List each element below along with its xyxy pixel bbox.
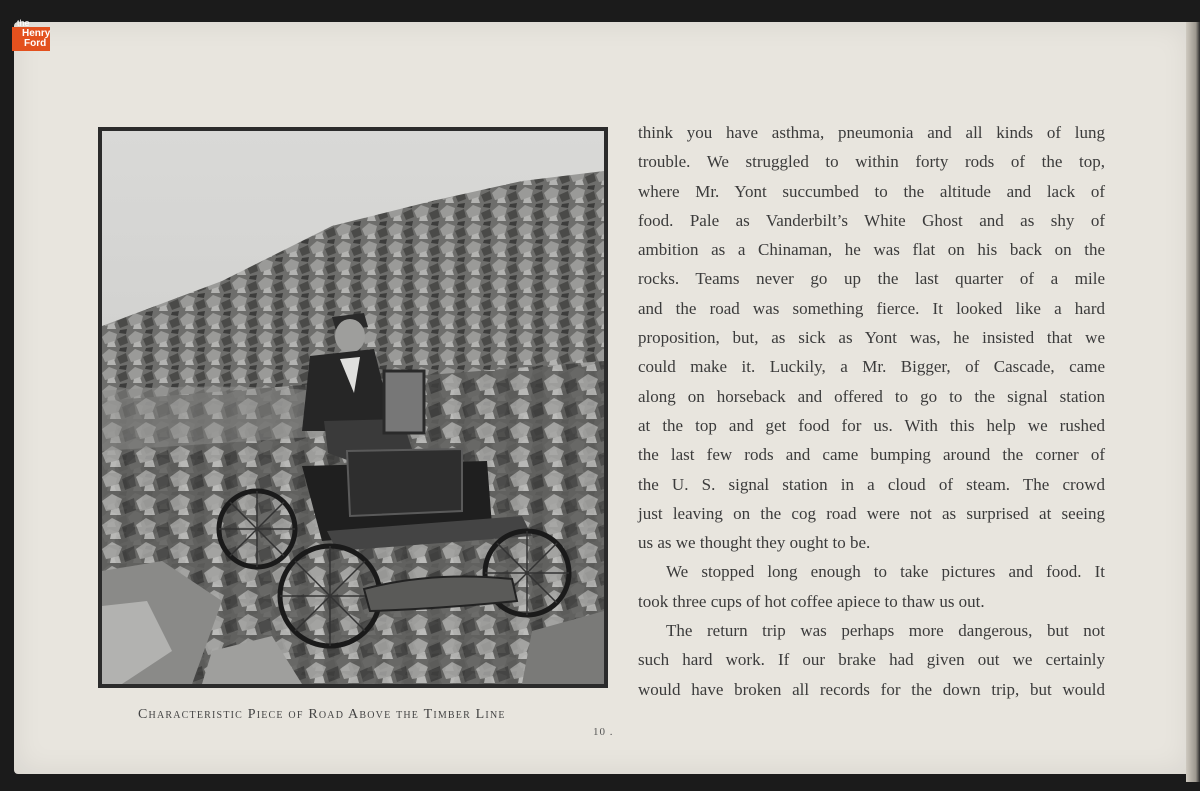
text-line: trouble. We struggled to within forty rods of the top, bbox=[638, 152, 1105, 172]
page-number: 10 . bbox=[593, 726, 614, 738]
text-line: could make it. Luckily, a Mr. Bigger, of Cascade, came bbox=[638, 357, 1105, 377]
text-line: at the top and get food for us. With this help we rushed bbox=[638, 415, 1105, 435]
text-line: took three cups of hot coffee apiece to thaw us out. bbox=[638, 591, 985, 611]
text-line: ambition as a Chinaman, he was flat on his back on the bbox=[638, 240, 1105, 260]
book-page-edge bbox=[1186, 22, 1200, 782]
text-line: where Mr. Yont succumbed to the altitude and lack of bbox=[638, 181, 1105, 201]
body-text-column bbox=[638, 118, 1105, 704]
text-line: think you have asthma, pneumonia and all kinds of lung bbox=[638, 123, 1105, 142]
text-line: such hard work. If our brake had given out we certainly bbox=[638, 650, 1105, 670]
henry-ford-logo bbox=[12, 18, 51, 51]
text-line: rocks. Teams never go up the last quarter of a mile bbox=[638, 269, 1105, 289]
figure-photograph bbox=[98, 127, 608, 688]
logo-prefix: the bbox=[17, 18, 30, 28]
text-line: and the road was something fierce. It looked like a hard bbox=[638, 298, 1105, 318]
text-line: would have broken all records for the down trip, but would bbox=[638, 679, 1105, 699]
photo-motorcar-on-rocky-road-icon bbox=[102, 131, 604, 684]
text-line: the last few rods and came bumping around the corner of bbox=[638, 445, 1105, 465]
text-line: food. Pale as Vanderbilt’s White Ghost and as shy of bbox=[638, 210, 1105, 230]
text-line: just leaving on the cog road were not as surprised at seeing bbox=[638, 503, 1105, 523]
text-line: along on horseback and offered to go to the signal station bbox=[638, 386, 1105, 406]
text-line: We stopped long enough to take pictures and food. It bbox=[666, 562, 1105, 582]
logo-line-2: Ford bbox=[24, 38, 47, 49]
logo-line-1: Henry bbox=[22, 28, 51, 39]
text-line: The return trip was perhaps more dangerous, but not bbox=[666, 621, 1105, 641]
text-line: the U. S. signal station in a cloud of steam. The crowd bbox=[638, 474, 1105, 494]
text-line: us as we thought they ought to be. bbox=[638, 533, 871, 553]
figure-caption: Characteristic Piece of Road Above the Timber Line bbox=[138, 707, 506, 722]
text-line: proposition, but, as sick as Yont was, he insisted that we bbox=[638, 328, 1105, 348]
